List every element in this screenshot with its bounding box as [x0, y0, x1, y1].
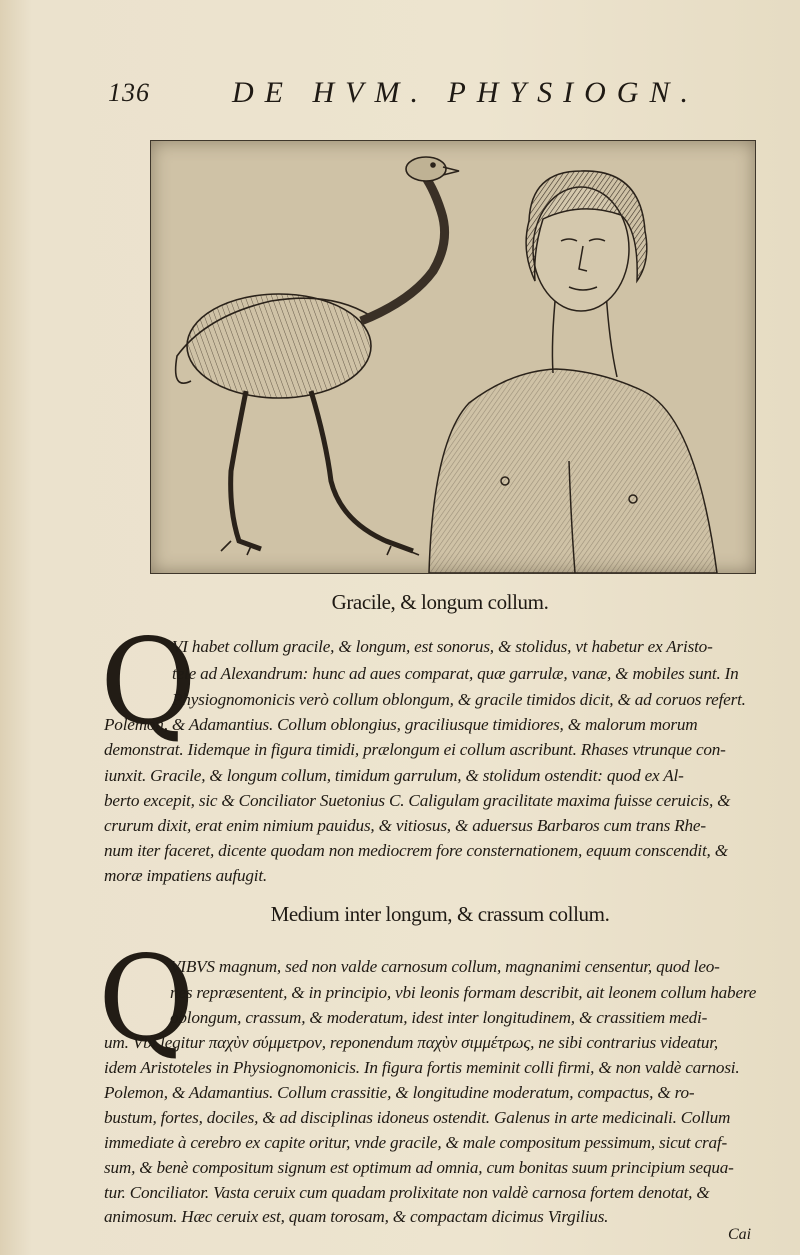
paragraph-line: iunxit. Gracile, & longum collum, timidum garrulum, & stolidum ostendit: quod ex Al-: [104, 766, 684, 785]
paragraph-line: bustum, fortes, dociles, & ad disciplinas idoneus ostendit. Galenus in arte medicinali. Collum: [104, 1108, 731, 1127]
paragraph-line: VIBVS magnum, sed non valde carnosum collum, magnanimi censentur, quod leo-: [170, 957, 720, 976]
paragraph-line: crurum dixit, erat enim nimium pauidus, & vitiosus, & aduersus Barbaros cum trans Rhe-: [104, 816, 706, 835]
catchword: Cai: [728, 1226, 752, 1243]
paragraph-line: num iter faceret, dicente quodam non mediocrem fore consternationem, equum conscendit, &: [104, 841, 728, 860]
dropcap-2: Q: [98, 930, 195, 1068]
paragraph-line: um. Vbi legitur παχὺν σύμμετρον, reponendum παχὺν σιμμέτρως, ne sibi contrarius videatur,: [104, 1033, 718, 1052]
paragraph-line: Physiognomonicis verò collum oblongum, & gracile timidos dicit, & ad coruos refert.: [172, 690, 746, 709]
paragraph-line: immediate à cerebro ex capite oritur, vnde gracile, & male compositum pessimum, sicut craf-: [104, 1133, 728, 1152]
young-man-figure: [429, 171, 717, 573]
paragraph-line: animosum. Hæc ceruix est, quam torosam, & compactam dicimus Virgilius.: [104, 1207, 609, 1226]
paragraph-line: tur. Conciliator. Vasta ceruix cum quadam prolixitate non valdè carnosa fortem denotat, &: [104, 1183, 710, 1202]
paragraph-line: demonstrat. Iidemque in figura timidi, prælongum ei collum ascribunt. Rhases vtrunque con-: [104, 740, 726, 759]
dropcap-1: Q: [100, 613, 197, 751]
paragraph-line: sum, & benè compositum signum est optimum ad omnia, cum bonitas suum principium sequa-: [104, 1158, 734, 1177]
paragraph-line: nes repræsentent, & in principio, vbi leonis formam describit, ait leonem collum habere: [170, 983, 757, 1002]
paragraph-line: VI habet collum gracile, & longum, est sonorus, & stolidus, vt habetur ex Aristo-: [172, 637, 713, 656]
paragraph-line: tele ad Alexandrum: hunc ad aues comparat, quæ garrulæ, vanæ, & mobiles sunt. In: [172, 664, 739, 683]
paragraph-line: idem Aristoteles in Physiognomonicis. In figura fortis meminit colli firmi, & non valdè carnosi.: [104, 1058, 740, 1077]
engraving-plate: [150, 140, 756, 574]
ostrich-and-man-engraving: [151, 141, 755, 573]
paragraph-line: Polemon, & Adamantius. Collum crassitie, & longitudine moderatum, compactus, & ro-: [104, 1083, 695, 1102]
page-number: 136: [108, 78, 150, 107]
figure-caption-2: Medium inter longum, & crassum collum.: [270, 902, 610, 926]
running-head: DE HVM. PHYSIOGN.: [232, 76, 699, 109]
figure-caption-1: Gracile, & longum collum.: [331, 590, 549, 614]
ostrich-figure: [176, 157, 459, 555]
paragraph-line: Polemon, & Adamantius. Collum oblongius, graciliusque timidiores, & malorum morum: [104, 715, 698, 734]
paragraph-line: moræ impatiens aufugit.: [104, 866, 267, 885]
paragraph-line: berto excepit, sic & Conciliator Suetonius C. Caligulam gracilitate maxima fuisse ceruicis, &: [104, 791, 731, 810]
paragraph-line: oblongum, crassum, & moderatum, idest inter longitudinem, & crassitiem medi-: [170, 1008, 708, 1027]
